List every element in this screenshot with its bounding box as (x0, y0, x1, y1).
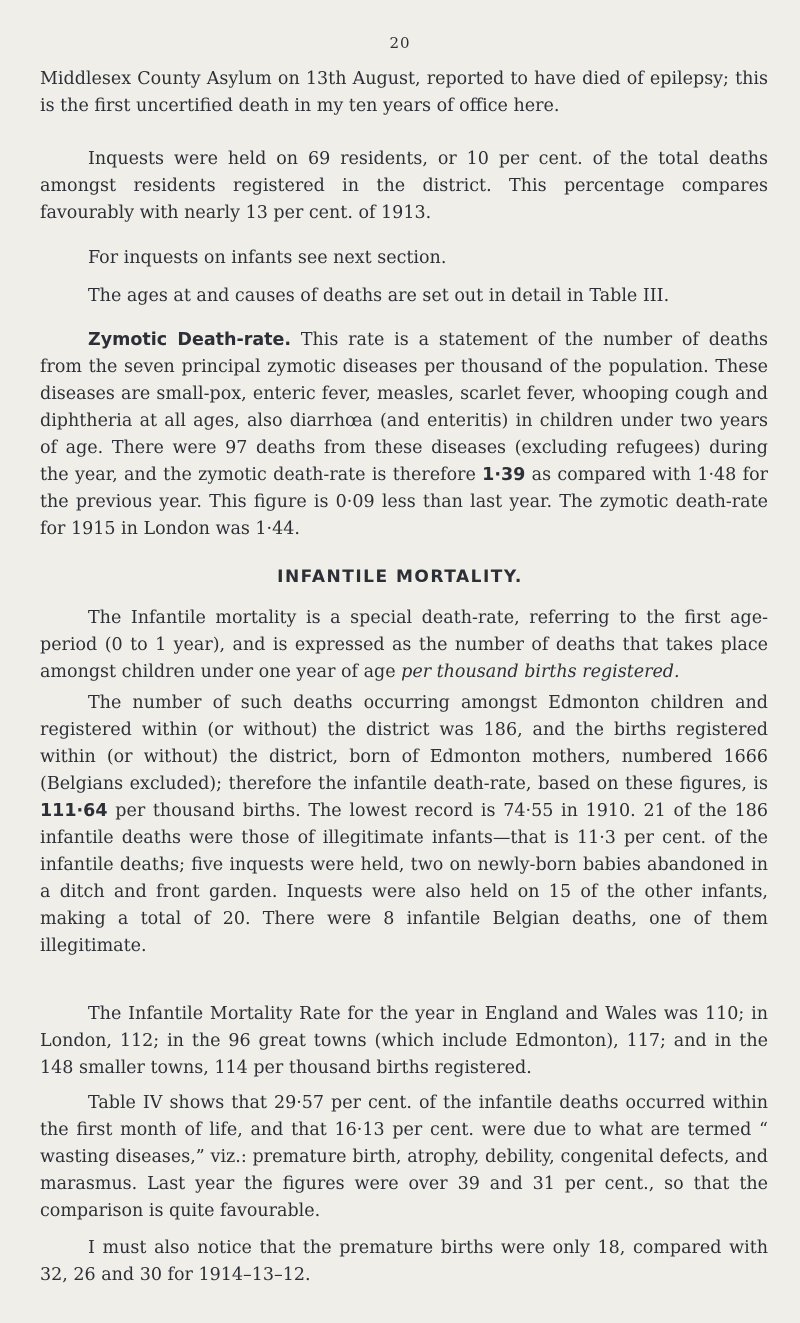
paragraph-edmonton-infant-deaths (40, 690, 768, 960)
paragraph-inquests: Inquests were held on 69 residents, or 10 per cent. of the total deaths amongst residents registered in the district. This percentage compares favourably with nearly 13 per cent. of 1913. (40, 149, 768, 223)
paragraph-zymotic-death-rate (40, 327, 768, 543)
paragraph-national-comparison: The Infantile Mortality Rate for the year in England and Wales was 110; in London, 112; in the 96 great towns (which include Edmonton), 117; and in the 148 smaller towns, 114 per thousand births registered. (40, 1004, 768, 1078)
zymotic-text-b: as compared with 1·48 for the previous year. This figure is 0·09 less than last year. The zymotic death-rate for 1915 in London was 1·44. (40, 465, 768, 539)
paragraph-infantile-definition (40, 605, 768, 686)
paragraph-asylum-death: Middlesex County Asylum on 13th August, reported to have died of epilepsy; this is the first uncertified death in my ten years of office here. (40, 69, 768, 116)
paragraph-table-iii-note: The ages at and causes of deaths are set out in detail in Table III. (88, 286, 670, 306)
zymotic-rate-value: 1·39 (482, 465, 526, 485)
paragraph-table-iv: Table IV shows that 29·57 per cent. of the infantile deaths occurred within the first month of life, and that 16·13 per cent. were due to what are termed “ wasting diseases,” viz.: premature birth, atrophy, debility, congenital defects, and marasmus. Last year the figures were over 39 and 31 per cent., so that the comparison is quite favourable. (40, 1093, 768, 1221)
infantile-definition-italic: per thousand births registered. (401, 662, 680, 682)
paragraph-premature-births: I must also notice that the premature births were only 18, compared with 32, 26 and 30 for 1914–13–12. (40, 1238, 768, 1285)
edmonton-text-b: per thousand births. The lowest record is 74·55 in 1910. 21 of the 186 infantile deaths were those of illegitimate infants—that is 11·3 per cent. of the infantile deaths; five inquests were held, two on newly-born babies abandoned in a ditch and front garden. Inquests were also held on 15 of the other infants, making a total of 20. There were 8 infantile Belgian deaths, one of them illegitimate. (40, 801, 768, 956)
zymotic-text-a: This rate is a statement of the number of deaths from the seven principal zymotic diseases per thousand of the population. These diseases are small-pox, enteric fever, measles, scarlet fever, whooping cough and diphtheria at all ages, also diarrhœa (and enteritis) in children under two years of age. There were 97 deaths from these diseases (excluding refugees) during the year, and the zymotic death-rate is therefore (40, 330, 768, 485)
infantile-rate-value: 111·64 (40, 801, 108, 821)
zymotic-heading: Zymotic Death-rate. (88, 330, 292, 350)
section-heading-infantile-mortality: INFANTILE MORTALITY. (277, 567, 523, 587)
paragraph-infant-inquests-note: For inquests on infants see next section. (88, 248, 447, 268)
edmonton-text-a: The number of such deaths occurring amongst Edmonton children and registered within (or without) the district was 186, and the births registered within (or without) the district, born of Edmonton mothers, numbered 1666 (Belgians excluded); therefore the infantile death-rate, based on these figures, is (40, 693, 768, 794)
page-number: 20 (389, 34, 411, 52)
infantile-definition-text: The Infantile mortality is a special death-rate, referring to the first age-period (0 to 1 year), and is expressed as the number of deaths that takes place amongst children under one year of age (40, 608, 768, 682)
